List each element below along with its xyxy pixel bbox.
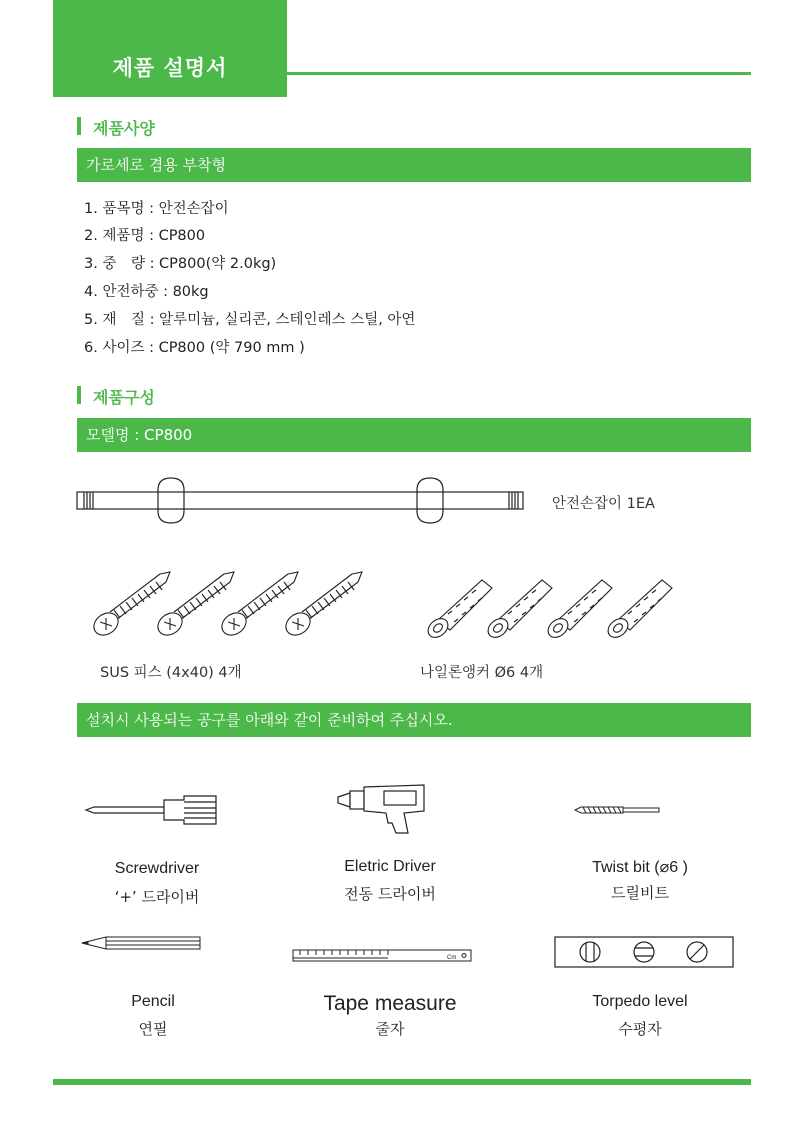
grab-bar-icon xyxy=(74,476,534,528)
spec-banner: 가로세로 겸용 부착형 xyxy=(77,148,751,182)
tool-name-ko: 연필 xyxy=(138,1020,168,1038)
section-marker xyxy=(77,117,81,135)
page-title: 제품 설명서 xyxy=(112,56,228,80)
tool-name-ko: ‘+’ 드라이버 xyxy=(114,888,200,906)
tool-name-en: Tape measure xyxy=(323,992,457,1015)
tape-measure-icon xyxy=(292,948,474,964)
drill-bit-icon xyxy=(573,804,663,816)
screws-caption: SUS 피스 (4x40) 4개 xyxy=(100,665,242,681)
tool-name-en: Eletric Driver xyxy=(344,858,436,875)
pencil-icon xyxy=(80,935,204,951)
screws-icon xyxy=(90,562,370,644)
spec-item: 3. 중 량 : CP800(약 2.0kg) xyxy=(84,256,277,272)
tool-name-en: Screwdriver xyxy=(114,860,200,877)
anchors-icon xyxy=(420,572,695,644)
handle-caption: 안전손잡이 1EA xyxy=(552,496,655,512)
tools-banner: 설치시 사용되는 공구를 아래와 같이 준비하여 주십시오. xyxy=(77,703,751,737)
header-box xyxy=(53,0,287,97)
footer-rule xyxy=(53,1079,751,1085)
tool-name-ko: 드릴비트 xyxy=(611,884,669,902)
tool-name-en: Pencil xyxy=(131,993,175,1010)
spec-item: 2. 제품명 : CP800 xyxy=(84,228,206,244)
spec-item: 1. 품목명 : 안전손잡이 xyxy=(84,201,229,217)
model-banner: 모델명 : CP800 xyxy=(77,418,751,452)
spec-section-title: 제품사양 xyxy=(93,119,155,138)
tool-name-en: Twist bit (⌀6 ) xyxy=(592,859,688,876)
header-rule xyxy=(287,72,751,75)
tool-name-ko: 수평자 xyxy=(618,1020,662,1038)
tool-name-ko: 줄자 xyxy=(375,1020,405,1038)
tape-label: Cm xyxy=(447,955,457,961)
spec-item: 6. 사이즈 : CP800 (약 790 mm ) xyxy=(84,340,305,356)
spec-item: 5. 재 질 : 알루미늄, 실리콘, 스테인레스 스틸, 아연 xyxy=(84,312,416,328)
anchors-caption: 나일론앵커 Ø6 4개 xyxy=(420,665,544,681)
drill-icon xyxy=(336,783,432,835)
spec-item: 4. 안전하중 : 80kg xyxy=(84,284,209,300)
level-icon xyxy=(554,935,734,969)
composition-section-title: 제품구성 xyxy=(93,388,155,407)
tool-name-ko: 전동 드라이버 xyxy=(344,885,436,903)
tool-name-en: Torpedo level xyxy=(592,993,688,1010)
screwdriver-icon xyxy=(84,794,220,826)
section-marker xyxy=(77,386,81,404)
